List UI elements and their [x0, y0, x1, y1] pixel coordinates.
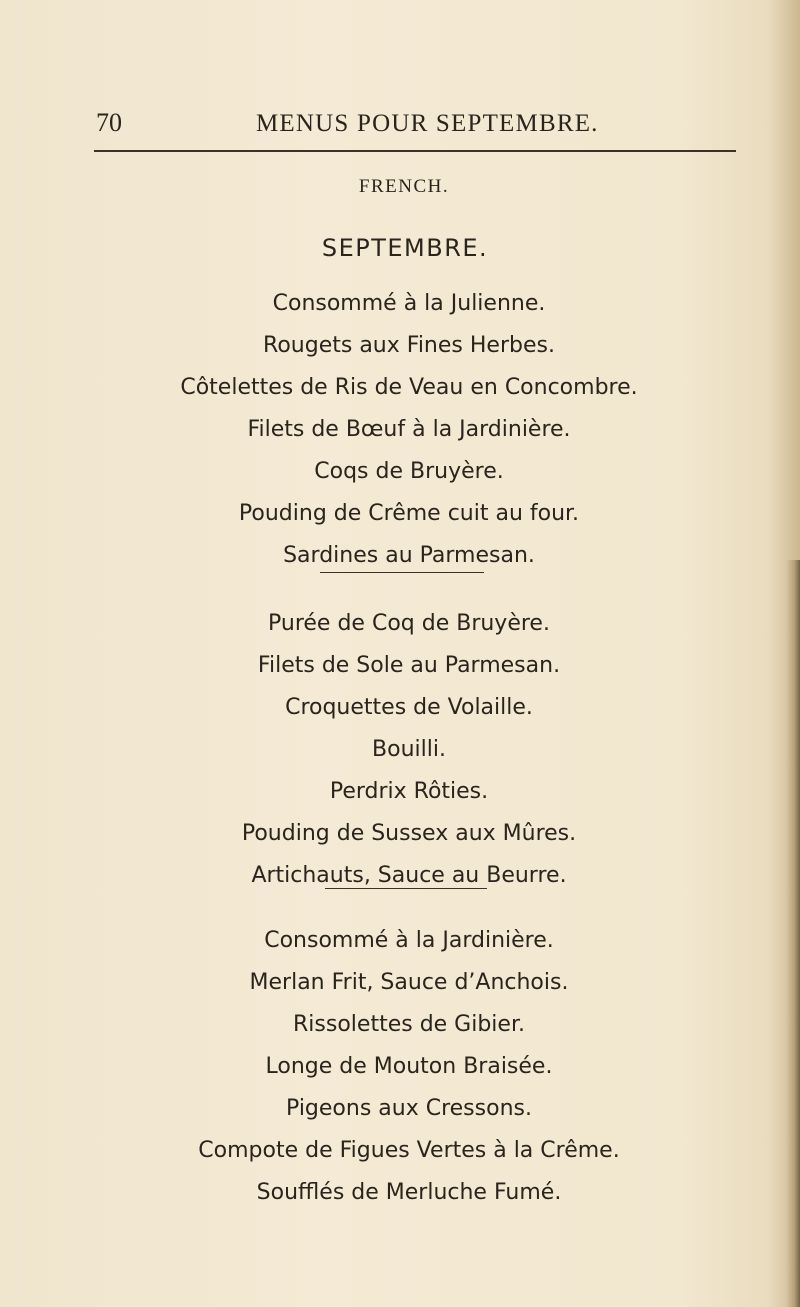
menu-item: Sardines au Parmesan. [283, 543, 535, 568]
menu-divider [320, 572, 484, 573]
menu-item: Pigeons aux Cressons. [286, 1096, 532, 1121]
menu-item: Perdrix Rôties. [329, 779, 489, 804]
page-header [0, 104, 800, 144]
menu-item: Filets de Bœuf à la Jardinière. [247, 417, 571, 442]
menu-item: Artichauts, Sauce au Beurre. [251, 863, 567, 888]
menu-item: Filets de Sole au Parmesan. [257, 653, 561, 678]
menu-item: Purée de Coq de Bruyère. [268, 611, 550, 636]
menu-item: Compote de Figues Vertes à la Crême. [198, 1138, 620, 1163]
menu-item: Merlan Frit, Sauce d’Anchois. [249, 970, 569, 995]
menu-item: Croquettes de Volaille. [285, 695, 533, 720]
header-rule [94, 150, 736, 152]
section-label: FRENCH. [358, 176, 450, 197]
menu-divider [325, 888, 487, 889]
menu-item: Consommé à la Jardinière. [264, 928, 554, 953]
menu-item: Consommé à la Julienne. [272, 291, 546, 316]
page-number: 70 [96, 108, 122, 137]
menu-list [0, 603, 800, 897]
menu-item: Rissolettes de Gibier. [293, 1012, 525, 1037]
menu-list [0, 920, 800, 1214]
menu-list [0, 283, 800, 577]
menu-item: Soufflés de Merluche Fumé. [256, 1180, 562, 1205]
menu-item: Pouding de Crême cuit au four. [238, 501, 580, 526]
menu-item: Bouilli. [372, 737, 446, 762]
menu-item: Côtelettes de Ris de Veau en Concombre. [180, 375, 638, 400]
menu-item: Rougets aux Fines Herbes. [263, 333, 555, 358]
month-title: SEPTEMBRE. [321, 234, 489, 262]
menu-item: Coqs de Bruyère. [314, 459, 504, 484]
menu-item: Pouding de Sussex aux Mûres. [241, 821, 577, 846]
running-head: MENUS POUR SEPTEMBRE. [256, 110, 599, 137]
menu-item: Longe de Mouton Braisée. [265, 1054, 553, 1079]
